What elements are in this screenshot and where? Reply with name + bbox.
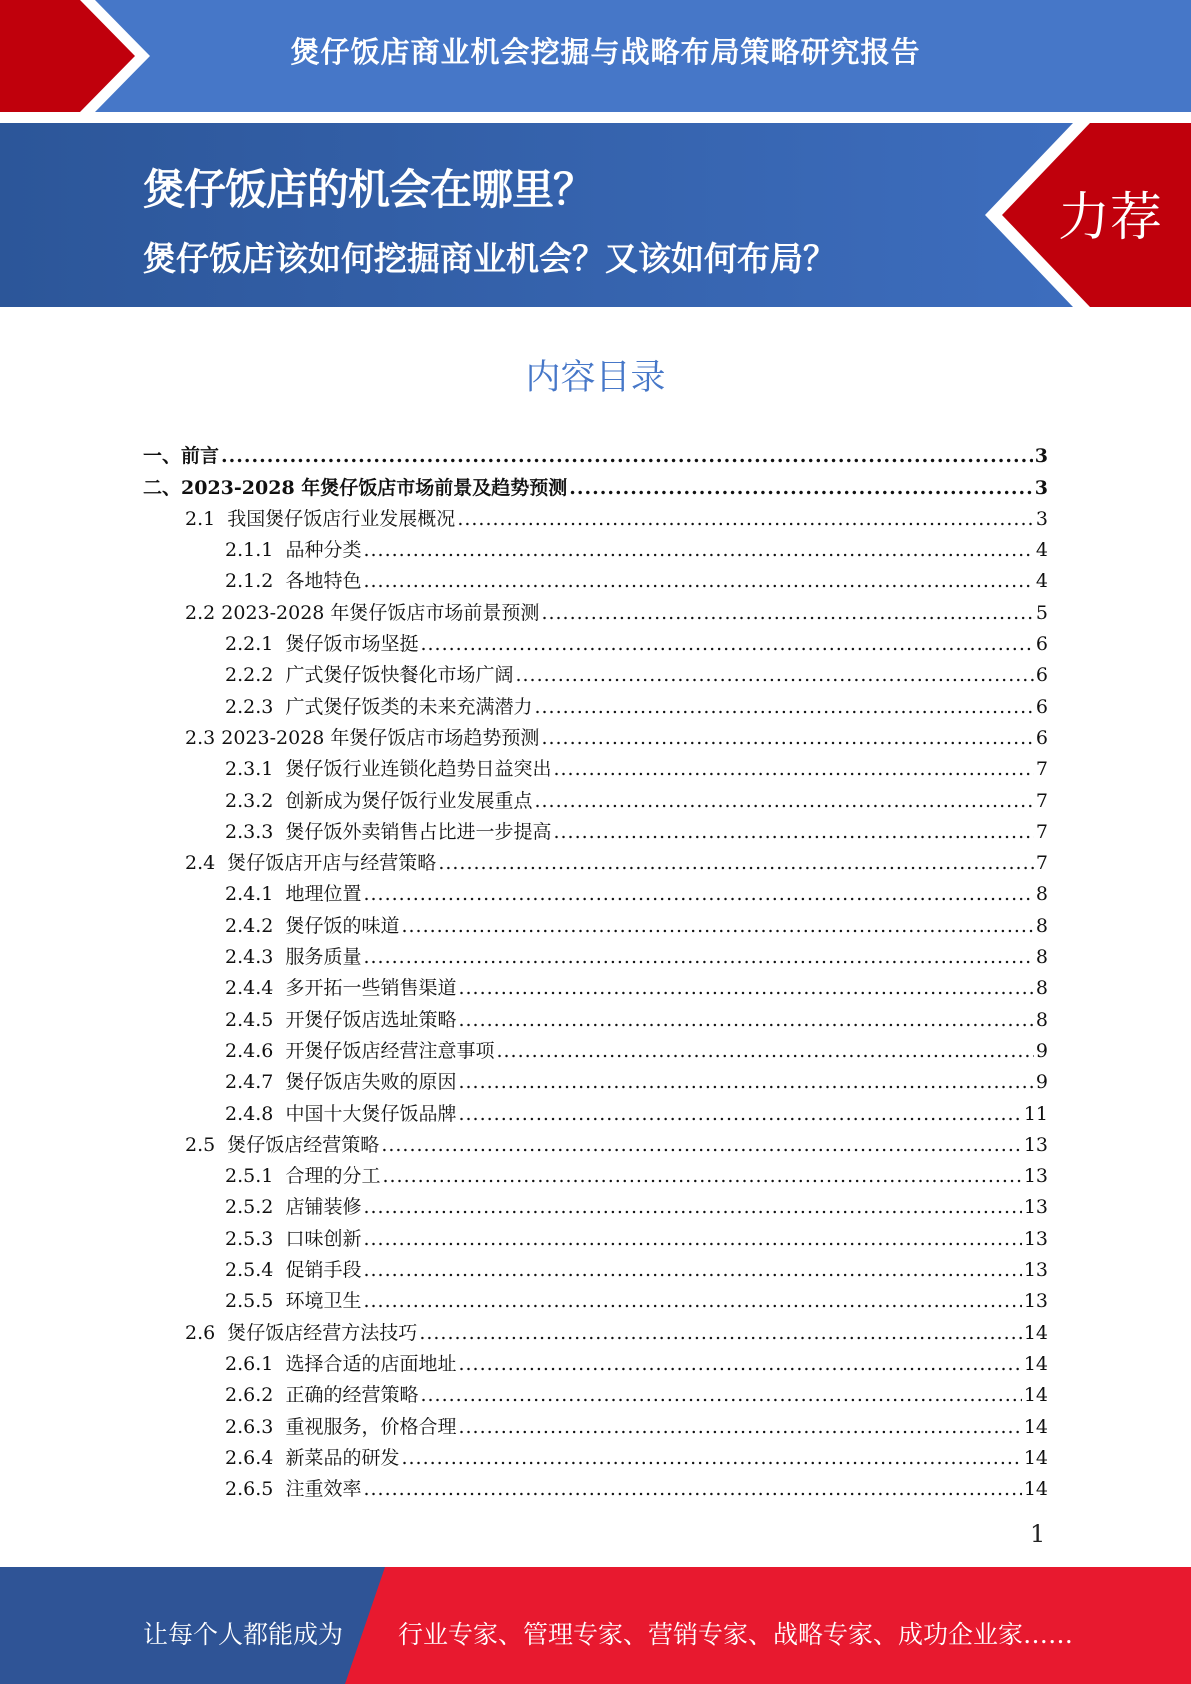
toc-dot-leader xyxy=(458,1415,1021,1439)
toc-dot-leader xyxy=(438,851,1034,875)
toc-entry-title: 环境卫生 xyxy=(285,1290,362,1313)
toc-dot-leader xyxy=(363,1195,1021,1219)
toc-entry-number: 2.5.3 xyxy=(225,1227,286,1250)
toc-entry-title: 注重效率 xyxy=(285,1478,362,1501)
toc-entry-number: 2.4 xyxy=(185,852,228,875)
toc-dot-leader xyxy=(401,1446,1021,1470)
toc-entry-number: 2.6.1 xyxy=(225,1352,286,1375)
toc-entry-page: 7 xyxy=(1035,852,1048,875)
toc-entry-page: 14 xyxy=(1023,1446,1048,1469)
toc-entry[interactable] xyxy=(143,1470,1048,1501)
toc-entry-title: 开煲仔饭店选址策略 xyxy=(285,1008,457,1031)
toc-entry-number: 2.5.4 xyxy=(225,1259,286,1282)
toc-dot-leader xyxy=(458,1070,1033,1094)
toc-entry[interactable] xyxy=(143,1376,1048,1407)
page-number: 1 xyxy=(1030,1520,1046,1548)
toc-entry-number: 2.4.5 xyxy=(225,1008,286,1031)
toc-entry-number: 2.3.3 xyxy=(225,820,286,843)
toc-entry-number: 二、 xyxy=(143,476,182,499)
toc-entry-number: 2.5 xyxy=(185,1133,228,1156)
toc-dot-leader xyxy=(363,1289,1021,1313)
toc-entry-number: 2.4.2 xyxy=(225,914,286,937)
toc-entry-page: 6 xyxy=(1035,726,1048,749)
toc-dot-leader xyxy=(419,1321,1022,1345)
toc-entry-number: 2.2.3 xyxy=(225,695,286,718)
toc-dot-leader xyxy=(496,1039,1033,1063)
toc-entry-title: 开煲仔饭店经营注意事项 xyxy=(285,1039,495,1062)
toc-entry-title: 前言 xyxy=(181,445,220,468)
toc-entry-number: 2.4.8 xyxy=(225,1102,286,1125)
toc-entry-title: 煲仔饭店开店与经营策略 xyxy=(227,852,437,875)
toc-entry-title: 重视服务，价格合理 xyxy=(285,1415,457,1438)
toc-entry[interactable] xyxy=(143,813,1048,844)
toc-entry-page: 8 xyxy=(1035,1008,1048,1031)
toc-entry-page: 6 xyxy=(1035,695,1048,718)
toc-entry-number: 2.4.4 xyxy=(225,977,286,1000)
toc-entry-title: 煲仔饭市场坚挺 xyxy=(285,633,419,656)
toc-dot-leader xyxy=(534,789,1033,813)
toc-entry[interactable] xyxy=(143,844,1048,875)
toc-entry-title: 促销手段 xyxy=(285,1259,362,1282)
toc-entry[interactable] xyxy=(143,719,1048,750)
toc-entry-title: 煲仔饭店经营方法技巧 xyxy=(227,1321,418,1344)
toc-entry-page: 7 xyxy=(1035,789,1048,812)
toc-entry-title: 新菜品的研发 xyxy=(285,1446,400,1469)
toc-entry[interactable] xyxy=(143,1345,1048,1376)
toc-entry-page: 8 xyxy=(1035,977,1048,1000)
toc-entry-title: 2023-2028 年煲仔饭店市场前景及趋势预测 xyxy=(181,476,568,499)
toc-entry-number: 2.1.2 xyxy=(225,570,286,593)
toc-entry-page: 13 xyxy=(1023,1227,1048,1250)
toc-entry-page: 3 xyxy=(1034,476,1048,499)
toc-entry-title: 选择合适的店面地址 xyxy=(285,1352,457,1375)
toc-entry[interactable] xyxy=(143,1094,1048,1125)
table-of-contents xyxy=(143,437,1048,1501)
toc-entry-page: 6 xyxy=(1035,664,1048,687)
toc-entry-title: 服务质量 xyxy=(285,946,362,969)
toc-dot-leader xyxy=(457,507,1034,531)
toc-entry-page: 13 xyxy=(1023,1165,1048,1188)
toc-dot-leader xyxy=(553,820,1033,844)
toc-entry[interactable] xyxy=(143,1439,1048,1470)
toc-entry-page: 7 xyxy=(1035,820,1048,843)
report-title: 煲仔饭店商业机会挖掘与战略布局策略研究报告 xyxy=(290,35,921,69)
toc-entry[interactable] xyxy=(143,1126,1048,1157)
toc-dot-leader xyxy=(541,601,1033,625)
toc-entry[interactable] xyxy=(143,906,1048,937)
toc-entry-title: 正确的经营策略 xyxy=(285,1384,419,1407)
toc-entry-number: 2.4.7 xyxy=(225,1071,286,1094)
toc-entry-title: 品种分类 xyxy=(285,539,362,562)
toc-entry[interactable] xyxy=(143,1313,1048,1344)
toc-entry-page: 14 xyxy=(1023,1321,1048,1344)
toc-entry[interactable] xyxy=(143,750,1048,781)
toc-entry-page: 7 xyxy=(1035,758,1048,781)
toc-entry-number: 2.3.2 xyxy=(225,789,286,812)
toc-entry[interactable] xyxy=(143,1282,1048,1313)
toc-entry[interactable] xyxy=(143,562,1048,593)
toc-entry-page: 11 xyxy=(1023,1102,1048,1125)
toc-entry-number: 2.1 xyxy=(185,507,228,530)
toc-entry-title: 广式煲仔饭快餐化市场广阔 xyxy=(285,664,514,687)
toc-entry-title: 创新成为煲仔饭行业发展重点 xyxy=(285,789,533,812)
toc-entry-number: 2.6.5 xyxy=(225,1478,286,1501)
toc-entry-number: 2.3.1 xyxy=(225,758,286,781)
toc-entry[interactable] xyxy=(143,625,1048,656)
toc-entry[interactable] xyxy=(143,468,1048,499)
toc-dot-leader xyxy=(534,695,1033,719)
toc-entry[interactable] xyxy=(143,1188,1048,1219)
toc-dot-leader xyxy=(420,632,1033,656)
toc-entry-title: 口味创新 xyxy=(285,1227,362,1250)
toc-entry-number: 2.4.3 xyxy=(225,946,286,969)
toc-entry-page: 6 xyxy=(1035,633,1048,656)
toc-entry-number: 一、 xyxy=(143,445,182,468)
toc-dot-leader xyxy=(401,914,1033,938)
toc-entry-title: 各地特色 xyxy=(285,570,362,593)
toc-entry-number: 2.2.1 xyxy=(225,633,286,656)
toc-entry-number: 2.5.2 xyxy=(225,1196,286,1219)
toc-entry[interactable] xyxy=(143,969,1048,1000)
toc-entry[interactable] xyxy=(143,1032,1048,1063)
toc-dot-leader xyxy=(221,444,1033,468)
toc-entry-title: 煲仔饭店经营策略 xyxy=(227,1133,380,1156)
top-banner xyxy=(0,0,1191,112)
toc-dot-leader xyxy=(363,1227,1021,1251)
toc-entry-page: 13 xyxy=(1023,1290,1048,1313)
toc-dot-leader xyxy=(553,757,1033,781)
toc-entry-title: 多开拓一些销售渠道 xyxy=(285,977,457,1000)
toc-entry[interactable] xyxy=(143,1157,1048,1188)
toc-entry[interactable] xyxy=(143,531,1048,562)
toc-entry-title: 中国十大煲仔饭品牌 xyxy=(285,1102,457,1125)
toc-entry[interactable] xyxy=(143,781,1048,812)
toc-dot-leader xyxy=(363,1258,1021,1282)
toc-entry[interactable] xyxy=(143,656,1048,687)
footer-banner xyxy=(0,1567,1191,1684)
toc-entry-number: 2.1.1 xyxy=(225,539,286,562)
toc-entry[interactable] xyxy=(143,1219,1048,1250)
toc-dot-leader xyxy=(363,569,1033,593)
toc-dot-leader xyxy=(515,663,1033,687)
toc-dot-leader xyxy=(363,1477,1021,1501)
toc-heading: 内容目录 xyxy=(525,358,666,398)
toc-dot-leader xyxy=(363,882,1033,906)
footer-slogan-right: 行业专家、管理专家、营销专家、战略专家、成功企业家…… xyxy=(398,1620,1074,1649)
footer-slogan-left: 让每个人都能成为 xyxy=(143,1620,344,1649)
toc-entry-page: 14 xyxy=(1023,1352,1048,1375)
toc-dot-leader xyxy=(382,1164,1021,1188)
toc-entry-title: 煲仔饭外卖销售占比进一步提高 xyxy=(285,820,552,843)
toc-entry[interactable] xyxy=(143,938,1048,969)
toc-entry-number: 2.6.3 xyxy=(225,1415,286,1438)
toc-entry[interactable] xyxy=(143,687,1048,718)
toc-entry[interactable] xyxy=(143,500,1048,531)
toc-entry-page: 13 xyxy=(1023,1196,1048,1219)
toc-entry-title: 煲仔饭行业连锁化趋势日益突出 xyxy=(285,758,552,781)
hero-banner xyxy=(0,123,1191,307)
toc-entry-page: 14 xyxy=(1023,1415,1048,1438)
toc-dot-leader xyxy=(458,1352,1021,1376)
toc-entry-number: 2.5.1 xyxy=(225,1165,286,1188)
toc-entry-page: 13 xyxy=(1023,1259,1048,1282)
toc-dot-leader xyxy=(381,1133,1022,1157)
toc-dot-leader xyxy=(458,1102,1021,1126)
toc-entry-page: 8 xyxy=(1035,946,1048,969)
toc-dot-leader xyxy=(458,1008,1033,1032)
toc-entry-number: 2.6 xyxy=(185,1321,228,1344)
toc-entry-page: 14 xyxy=(1023,1384,1048,1407)
toc-entry-number: 2.4.6 xyxy=(225,1039,286,1062)
toc-entry-page: 9 xyxy=(1035,1071,1048,1094)
toc-entry-title: 店铺装修 xyxy=(285,1196,362,1219)
toc-entry[interactable] xyxy=(143,437,1048,468)
toc-entry-number: 2.6.4 xyxy=(225,1446,286,1469)
hero-question-primary: 煲仔饭店的机会在哪里？ xyxy=(143,165,595,214)
toc-entry[interactable] xyxy=(143,1251,1048,1282)
toc-entry-title: 广式煲仔饭类的未来充满潜力 xyxy=(285,695,533,718)
toc-entry[interactable] xyxy=(143,1000,1048,1031)
toc-entry[interactable] xyxy=(143,875,1048,906)
toc-entry-page: 14 xyxy=(1023,1478,1048,1501)
toc-entry-title: 2023-2028 年煲仔饭店市场趋势预测 xyxy=(221,726,540,749)
toc-entry-title: 地理位置 xyxy=(285,883,362,906)
toc-dot-leader xyxy=(363,538,1033,562)
toc-entry[interactable] xyxy=(143,1407,1048,1438)
toc-entry[interactable] xyxy=(143,1063,1048,1094)
toc-entry-page: 8 xyxy=(1035,914,1048,937)
toc-entry-page: 4 xyxy=(1035,570,1048,593)
toc-entry-page: 4 xyxy=(1035,539,1048,562)
toc-entry-number: 2.2 xyxy=(185,601,222,624)
toc-entry-title: 煲仔饭的味道 xyxy=(285,914,400,937)
toc-entry-number: 2.5.5 xyxy=(225,1290,286,1313)
toc-entry[interactable] xyxy=(143,593,1048,624)
toc-entry-title: 煲仔饭店失败的原因 xyxy=(285,1071,457,1094)
recommend-badge: 力荐 xyxy=(1058,188,1163,248)
toc-entry-page: 5 xyxy=(1035,601,1048,624)
toc-entry-number: 2.3 xyxy=(185,726,222,749)
toc-entry-title: 合理的分工 xyxy=(285,1165,381,1188)
toc-entry-page: 8 xyxy=(1035,883,1048,906)
toc-entry-title: 2023-2028 年煲仔饭店市场前景预测 xyxy=(221,601,540,624)
toc-entry-number: 2.4.1 xyxy=(225,883,286,906)
toc-dot-leader xyxy=(363,945,1033,969)
toc-entry-page: 3 xyxy=(1035,507,1048,530)
toc-dot-leader xyxy=(458,976,1033,1000)
toc-entry-page: 3 xyxy=(1034,445,1048,468)
toc-entry-title: 我国煲仔饭店行业发展概况 xyxy=(227,507,456,530)
toc-entry-number: 2.6.2 xyxy=(225,1384,286,1407)
toc-entry-number: 2.2.2 xyxy=(225,664,286,687)
toc-dot-leader xyxy=(569,476,1032,500)
toc-entry-page: 9 xyxy=(1035,1039,1048,1062)
toc-entry-page: 13 xyxy=(1023,1133,1048,1156)
hero-question-secondary: 煲仔饭店该如何挖掘商业机会？又该如何布局？ xyxy=(143,239,836,278)
toc-dot-leader xyxy=(420,1383,1021,1407)
toc-dot-leader xyxy=(541,726,1033,750)
